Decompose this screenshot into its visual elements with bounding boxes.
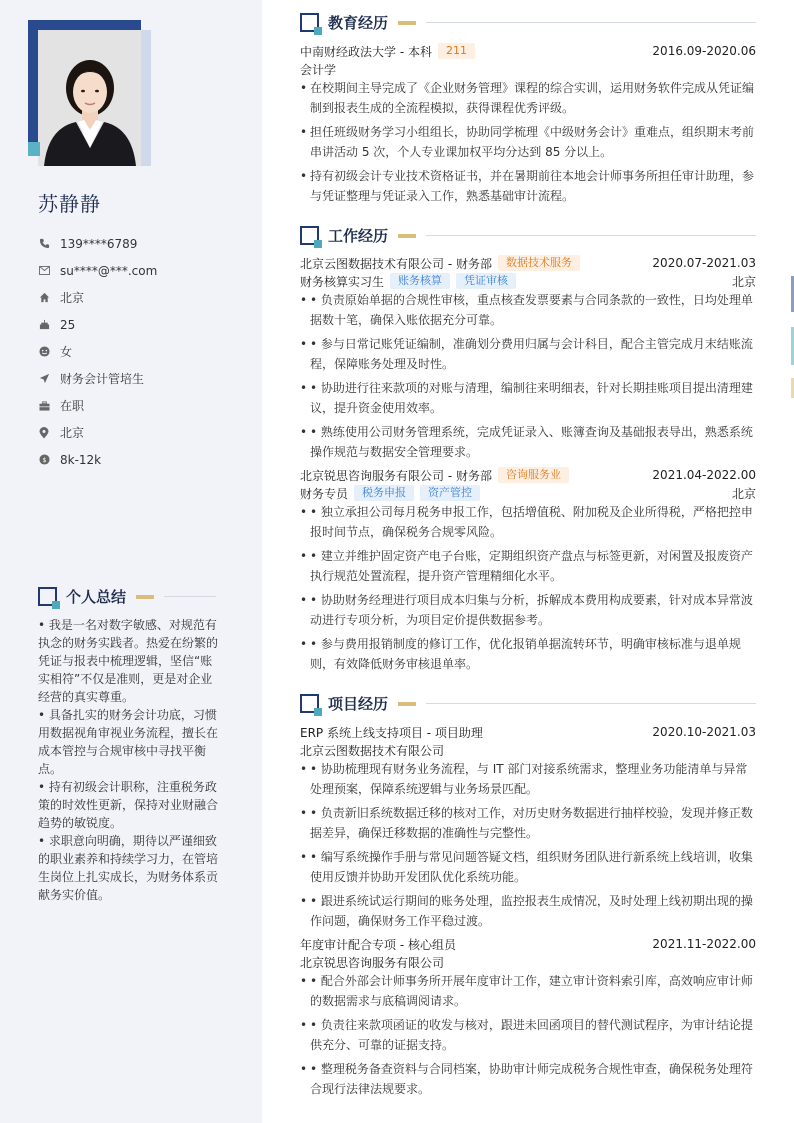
summary-section-header bbox=[38, 586, 224, 607]
summary-item: • 具备扎实的财务会计功底，习惯用数据视角审视业务流程，擅长在成本管控与合规审核中寻找平衡点。 bbox=[38, 708, 219, 776]
person-photo-icon bbox=[38, 30, 141, 166]
job-bullets bbox=[300, 502, 756, 674]
section-square-icon bbox=[300, 694, 319, 713]
list-item: • • 参与费用报销制度的修订工作，优化报销单据流转环节，明确审核标准与退单规则，有效降低财务审核退单率。 bbox=[300, 634, 756, 674]
project-name: 年度审计配合专项 - 核心组员 bbox=[300, 937, 456, 952]
section-square-icon bbox=[300, 226, 319, 245]
info-job-target-text: 财务会计管培生 bbox=[60, 372, 145, 386]
list-item: • 在校期间主导完成了《企业财务管理》课程的综合实训，运用财务软件完成从凭证编制到报表生成的全流程模拟，获得课程优秀评级。 bbox=[300, 78, 756, 118]
sidebar bbox=[0, 0, 262, 1123]
job-industry-tag: 数据技术服务 bbox=[498, 255, 580, 271]
section-square-icon bbox=[300, 13, 319, 32]
info-job-target bbox=[38, 365, 157, 392]
project-org-row bbox=[300, 741, 756, 759]
project-org: 北京云图数据技术有限公司 bbox=[300, 743, 445, 758]
gold-accent bbox=[398, 702, 416, 706]
photo-frame-accent bbox=[28, 142, 40, 156]
education-header-row bbox=[300, 42, 756, 60]
summary-text bbox=[38, 616, 224, 904]
project-bullets bbox=[300, 759, 756, 931]
briefcase-icon bbox=[38, 400, 50, 412]
list-item: • 担任班级财务学习小组组长，协助同学梳理《中级财务会计》重难点，组织期末考前串讲活动 5 次，个人专业课加权平均分达到 85 分以上。 bbox=[300, 122, 756, 162]
work-title: 工作经历 bbox=[328, 227, 389, 245]
education-section-header bbox=[300, 12, 756, 33]
profile-photo bbox=[38, 30, 141, 166]
job-company: 北京锐思咨询服务有限公司 - 财务部 bbox=[300, 468, 492, 483]
job-industry-tag: 咨询服务业 bbox=[498, 467, 569, 483]
mail-icon bbox=[38, 265, 50, 277]
summary-title: 个人总结 bbox=[66, 588, 127, 606]
education-major-row bbox=[300, 60, 756, 78]
info-home bbox=[38, 284, 157, 311]
section-rule bbox=[426, 703, 756, 704]
info-age bbox=[38, 311, 157, 338]
job-city: 北京 bbox=[731, 274, 756, 289]
job-bullets bbox=[300, 290, 756, 462]
gold-accent bbox=[136, 595, 154, 599]
info-status-text: 在职 bbox=[60, 399, 85, 413]
section-rule bbox=[426, 235, 756, 236]
list-item: • • 协助财务经理进行项目成本归集与分析，拆解成本费用构成要素，针对成本异常波动进行专项分析，为项目定价提供数据参考。 bbox=[300, 590, 756, 630]
education-bullets bbox=[300, 78, 756, 206]
info-email-text: su****@***.com bbox=[60, 263, 158, 278]
project-date: 2020.10-2021.03 bbox=[652, 725, 756, 739]
project-org-row bbox=[300, 953, 756, 971]
info-gender-text: 女 bbox=[60, 345, 73, 359]
list-item: • • 协助进行往来款项的对账与清理，编制往来明细表，针对长期挂账项目提出清理建议，提升资金使用效率。 bbox=[300, 378, 756, 418]
gold-accent bbox=[398, 234, 416, 238]
education-date: 2016.09-2020.06 bbox=[652, 44, 756, 58]
location-icon bbox=[38, 427, 50, 439]
work-block-2 bbox=[300, 466, 756, 678]
job-header-row bbox=[300, 466, 756, 484]
project-header-row bbox=[300, 723, 756, 741]
list-item: • • 熟练使用公司财务管理系统，完成凭证录入、账簿查询及基础报表导出，熟悉系统操作规范与数据安全管理要求。 bbox=[300, 422, 756, 462]
projects-title: 项目经历 bbox=[328, 695, 389, 713]
education-badge: 211 bbox=[438, 43, 475, 59]
project-block-2 bbox=[300, 935, 756, 1103]
list-item: • • 协助梳理现有财务业务流程，与 IT 部门对接系统需求，整理业务功能清单与异常处理预案，保障系统逻辑与业务场景匹配。 bbox=[300, 759, 756, 799]
project-block-1 bbox=[300, 723, 756, 935]
info-phone bbox=[38, 230, 157, 257]
job-city: 北京 bbox=[731, 486, 756, 501]
job-skill-tag: 凭证审核 bbox=[456, 273, 516, 289]
info-phone-text: 139****6789 bbox=[60, 236, 138, 251]
info-gender bbox=[38, 338, 157, 365]
section-square-icon bbox=[38, 587, 57, 606]
education-major: 会计学 bbox=[300, 62, 337, 77]
info-status bbox=[38, 392, 157, 419]
info-email bbox=[38, 257, 157, 284]
list-item: • • 跟进系统试运行期间的账务处理，监控报表生成情况，及时处理上线初期出现的操作问题，确保财务工作平稳过渡。 bbox=[300, 891, 756, 931]
info-location-text: 北京 bbox=[60, 426, 85, 440]
job-date: 2021.04-2022.00 bbox=[652, 468, 756, 482]
gold-accent bbox=[398, 21, 416, 25]
job-date: 2020.07-2021.03 bbox=[652, 256, 756, 270]
list-item: • • 建立并维护固定资产电子台账，定期组织资产盘点与标签更新，对闲置及报废资产执行规范处置流程，提升资产管理精细化水平。 bbox=[300, 546, 756, 586]
list-item: • • 参与日常记账凭证编制，准确划分费用归属与会计科目，配合主管完成月末结账流程，保障账务处理及时性。 bbox=[300, 334, 756, 374]
job-company: 北京云图数据技术有限公司 - 财务部 bbox=[300, 256, 492, 271]
work-section-header bbox=[300, 225, 756, 246]
list-item: • • 独立承担公司每月税务申报工作，包括增值税、附加税及企业所得税，严格把控申报时间节点，确保税务合规零风险。 bbox=[300, 502, 756, 542]
project-org: 北京锐思咨询服务有限公司 bbox=[300, 955, 445, 970]
project-name: ERP 系统上线支持项目 - 项目助理 bbox=[300, 725, 483, 740]
send-icon bbox=[38, 373, 50, 385]
photo-frame-light bbox=[141, 30, 151, 166]
svg-text:$: $ bbox=[41, 455, 47, 464]
education-school: 中南财经政法大学 - 本科 bbox=[300, 44, 432, 59]
project-header-row bbox=[300, 935, 756, 953]
list-item: • • 编写系统操作手册与常见问题答疑文档，组织财务团队进行新系统上线培训，收集使用反馈并协助开发团队优化系统功能。 bbox=[300, 847, 756, 887]
smile-icon bbox=[38, 346, 50, 358]
job-skill-tag: 资产管控 bbox=[420, 485, 480, 501]
contact-info-list bbox=[38, 230, 157, 473]
project-date: 2021.11-2022.00 bbox=[652, 937, 756, 951]
projects-section-header bbox=[300, 693, 756, 714]
education-block bbox=[300, 42, 756, 210]
section-rule bbox=[164, 596, 216, 597]
info-location bbox=[38, 419, 157, 446]
info-age-text: 25 bbox=[60, 317, 76, 332]
job-role-row bbox=[300, 484, 756, 502]
job-role: 财务核算实习生 bbox=[300, 274, 385, 289]
info-home-text: 北京 bbox=[60, 291, 85, 305]
job-role-row bbox=[300, 272, 756, 290]
job-skill-tag: 税务申报 bbox=[354, 485, 414, 501]
phone-icon bbox=[38, 238, 50, 250]
section-rule bbox=[426, 22, 756, 23]
coin-icon bbox=[38, 454, 50, 466]
summary-item: • 我是一名对数字敏感、对规范有执念的财务实践者。热爱在纷繁的凭证与报表中梳理逻辑，坚信“账实相符”不仅是准则，更是对企业经营的真实尊重。 bbox=[38, 618, 219, 704]
job-skill-tag: 账务核算 bbox=[390, 273, 450, 289]
list-item: • • 负责往来款项函证的收发与核对，跟进未回函项目的替代测试程序，为审计结论提供充分、可靠的证据支持。 bbox=[300, 1015, 756, 1055]
list-item: • 持有初级会计专业技术资格证书，并在暑期前往本地会计师事务所担任审计助理，参与凭证整理与凭证录入工作，熟悉基础审计流程。 bbox=[300, 166, 756, 206]
work-block-1 bbox=[300, 254, 756, 466]
project-bullets bbox=[300, 971, 756, 1099]
cake-icon bbox=[38, 319, 50, 331]
list-item: • • 负责新旧系统数据迁移的核对工作，对历史财务数据进行抽样校验，发现并修正数据差异，确保迁移数据的准确性与完整性。 bbox=[300, 803, 756, 843]
list-item: • • 整理税务备查资料与合同档案，协助审计师完成税务合规性审查，确保税务处理符合现行法律法规要求。 bbox=[300, 1059, 756, 1099]
summary-item: • 求职意向明确，期待以严谨细致的职业素养和持续学习力，在管培生岗位上扎实成长，为财务体系贡献务实价值。 bbox=[38, 834, 219, 902]
list-item: • • 负责原始单据的合规性审核，重点核查发票要素与合同条款的一致性，日均处理单据数十笔，确保入账依据充分可靠。 bbox=[300, 290, 756, 330]
info-salary-text: 8k-12k bbox=[60, 452, 102, 467]
info-salary bbox=[38, 446, 157, 473]
home-icon bbox=[38, 292, 50, 304]
job-header-row bbox=[300, 254, 756, 272]
profile-name: 苏静静 bbox=[38, 192, 101, 216]
education-title: 教育经历 bbox=[328, 14, 389, 32]
list-item: • • 配合外部会计师事务所开展年度审计工作，建立审计资料索引库，高效响应审计师的数据需求与底稿调阅请求。 bbox=[300, 971, 756, 1011]
summary-item: • 持有初级会计职称，注重税务政策的时效性更新，保持对业财融合趋势的敏锐度。 bbox=[38, 780, 219, 830]
job-role: 财务专员 bbox=[300, 486, 349, 501]
